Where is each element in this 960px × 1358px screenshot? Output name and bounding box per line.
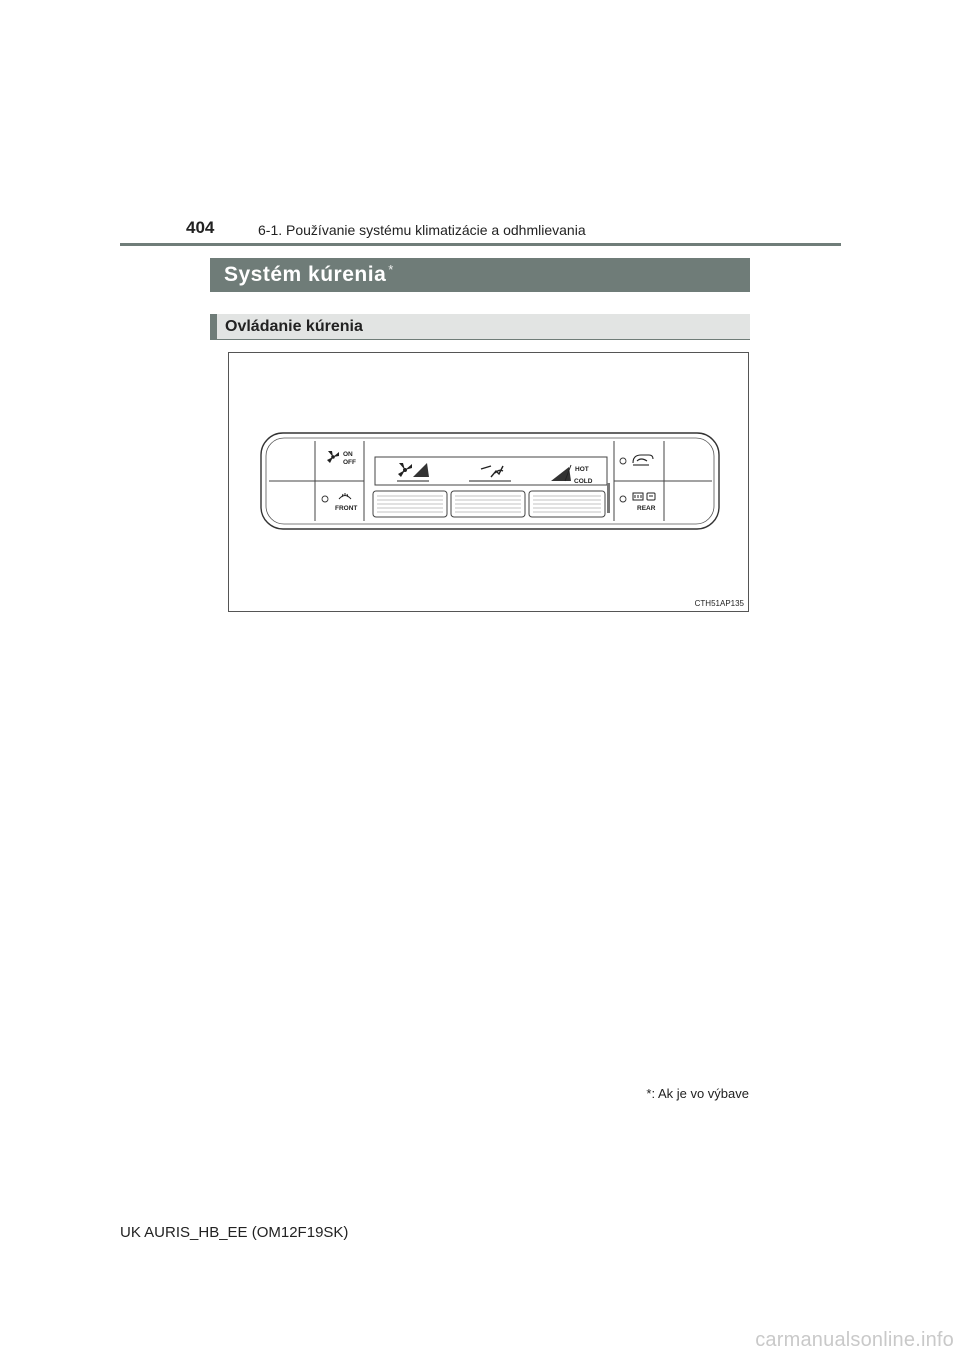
footer-model-code: UK AURIS_HB_EE (OM12F19SK) <box>120 1224 349 1241</box>
page-number: 404 <box>186 218 215 237</box>
watermark: carmanualsonline.info <box>755 1329 954 1351</box>
off-label: OFF <box>343 459 356 466</box>
optional-equipment-mark: * <box>388 262 394 277</box>
section-title-bar <box>210 258 750 292</box>
front-label: FRONT <box>335 505 358 512</box>
rear-label: REAR <box>637 505 656 512</box>
footnote-mark: * <box>646 1086 652 1101</box>
header-divider <box>120 243 841 246</box>
heater-control-figure <box>228 352 749 612</box>
cold-label: COLD <box>574 478 593 485</box>
section-title: Systém kúrenia <box>224 263 387 286</box>
hot-label: HOT <box>575 466 589 473</box>
on-label: ON <box>343 451 353 458</box>
subsection-title-bar <box>210 314 750 340</box>
footnote <box>646 1086 749 1101</box>
section-header: 6-1. Používanie systému klimatizácie a odhmlievania <box>258 222 586 238</box>
subsection-title: Ovládanie kúrenia <box>225 317 363 335</box>
footnote-text: : Ak je vo výbave <box>651 1086 749 1101</box>
heater-control-panel-illustration <box>229 353 750 613</box>
figure-code: CTH51AP135 <box>694 599 744 608</box>
